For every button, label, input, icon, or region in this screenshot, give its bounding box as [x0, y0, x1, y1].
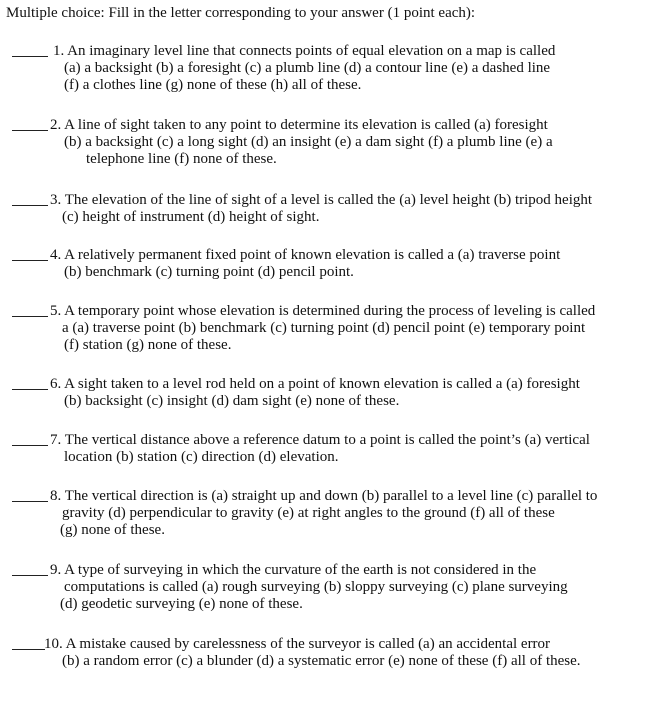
question-9-line-2: computations is called (a) rough surveying (b) sloppy surveying (c) plane surveying [64, 579, 568, 595]
question-6-line-2: (b) backsight (c) insight (d) dam sight (e) none of these. [64, 393, 400, 409]
answer-blank-6[interactable] [12, 389, 48, 390]
question-6-line-1: 6. A sight taken to a level rod held on a point of known elevation is called a (a) foresight [50, 376, 580, 392]
question-10-line-2: (b) a random error (c) a blunder (d) a systematic error (e) none of these (f) all of these. [62, 653, 581, 669]
question-1-line-3: (f) a clothes line (g) none of these (h) all of these. [64, 77, 362, 93]
question-2-line-2: (b) a backsight (c) a long sight (d) an insight (e) a dam sight (f) a plumb line (e) a [64, 134, 553, 150]
answer-blank-8[interactable] [12, 501, 48, 502]
question-10-line-1: 10. A mistake caused by carelessness of the surveyor is called (a) an accidental error [44, 636, 551, 652]
question-9-line-3: (d) geodetic surveying (e) none of these. [60, 596, 303, 612]
question-9-line-1: 9. A type of surveying in which the curvature of the earth is not considered in the [50, 562, 537, 578]
answer-blank-1[interactable] [12, 56, 48, 57]
question-4-line-1: 4. A relatively permanent fixed point of known elevation is called a (a) traverse point [50, 247, 561, 263]
question-7-line-2: location (b) station (c) direction (d) elevation. [64, 449, 339, 465]
question-1-line-2: (a) a backsight (b) a foresight (c) a plumb line (d) a contour line (e) a dashed line [64, 60, 551, 76]
question-3-line-2: (c) height of instrument (d) height of sight. [62, 209, 320, 225]
question-7-line-1: 7. The vertical distance above a reference datum to a point is called the point’s (a) vertical [50, 432, 590, 448]
question-4-line-2: (b) benchmark (c) turning point (d) pencil point. [64, 264, 354, 280]
instructions-heading: Multiple choice: Fill in the letter corresponding to your answer (1 point each): [6, 5, 476, 21]
answer-blank-10[interactable] [12, 649, 45, 650]
question-8-line-3: (g) none of these. [60, 522, 165, 538]
question-1-line-1: 1. An imaginary level line that connects points of equal elevation on a map is called [53, 43, 556, 59]
question-8-line-2: gravity (d) perpendicular to gravity (e) at right angles to the ground (f) all of these [62, 505, 555, 521]
answer-blank-7[interactable] [12, 445, 48, 446]
question-5-line-1: 5. A temporary point whose elevation is determined during the process of leveling is called [50, 303, 596, 319]
answer-blank-2[interactable] [12, 130, 48, 131]
question-5-line-3: (f) station (g) none of these. [64, 337, 232, 353]
answer-blank-5[interactable] [12, 316, 48, 317]
question-5-line-2: a (a) traverse point (b) benchmark (c) turning point (d) pencil point (e) temporary point [62, 320, 586, 336]
answer-blank-4[interactable] [12, 260, 48, 261]
question-3-line-1: 3. The elevation of the line of sight of a level is called the (a) level height (b) tripod height [50, 192, 593, 208]
answer-blank-9[interactable] [12, 575, 48, 576]
question-8-line-1: 8. The vertical direction is (a) straight up and down (b) parallel to a level line (c) parallel to [50, 488, 598, 504]
question-2-line-1: 2. A line of sight taken to any point to determine its elevation is called (a) foresight [50, 117, 548, 133]
answer-blank-3[interactable] [12, 205, 48, 206]
question-2-line-3: telephone line (f) none of these. [86, 151, 277, 167]
